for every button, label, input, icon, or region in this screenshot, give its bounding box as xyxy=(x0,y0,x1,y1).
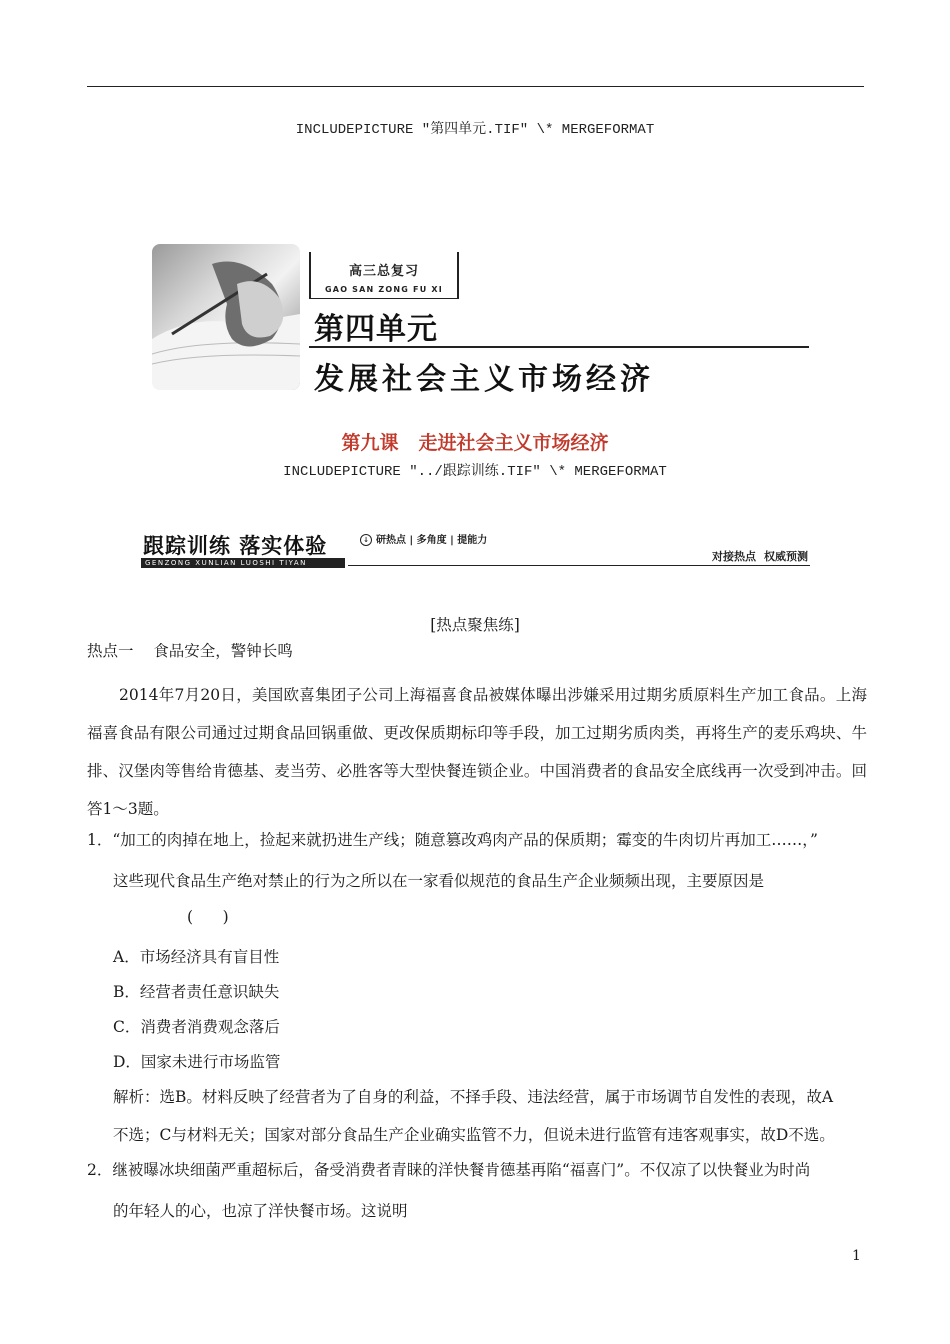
hot-topic-title: 热点一 食品安全，警钟长鸣 xyxy=(87,642,293,660)
tracking-right xyxy=(704,548,808,564)
tracking-tags xyxy=(360,531,487,546)
tracking-right-a: 对接热点 xyxy=(712,550,756,563)
q1-option-c: C．消费者消费观念落后 xyxy=(113,1018,280,1036)
q1-line2: 这些现代食品生产绝对禁止的行为之所以在一家看似规范的食品生产企业频频出现，主要原因是 xyxy=(113,872,765,890)
q1-option-a: A．市场经济具有盲目性 xyxy=(113,948,280,966)
lesson-title xyxy=(0,428,950,455)
tracking-right-b: 权威预测 xyxy=(764,550,808,563)
q1-line1: 1．“加工的肉掉在地上，捡起来就扔进生产线；随意篡改鸡肉产品的保质期；霉变的牛肉切片再加工……，” xyxy=(87,831,818,849)
intro-paragraph: 2014年7月20日，美国欧喜集团子公司上海福喜食品被媒体曝出涉嫌采用过期劣质原料生产加工食品。上海福喜食品有限公司通过过期食品回锅重做、更改保质期标印等手段，加工过期劣质肉类，再将生产的麦乐鸡块、牛排、汉堡肉等售给肯德基、麦当劳、必胜客等大型快餐连锁企业。中国消费者的食品安全底线再一次受到冲击。回答1～3题。 xyxy=(87,686,867,818)
unit-number: 第四单元 xyxy=(314,312,438,347)
page-number: 1 xyxy=(852,1248,861,1264)
review-badge xyxy=(309,252,459,299)
q1-paren: ( ) xyxy=(187,908,229,926)
field-code-unit-picture: INCLUDEPICTURE "第四单元.TIF" \* MERGEFORMAT xyxy=(295,122,655,138)
lesson-number: 第九课 xyxy=(341,432,399,454)
q1-analysis-line1: 解析：选B。材料反映了经营者为了自身的利益，不择手段、违法经营，属于市场调节自发性的表现，故A xyxy=(113,1088,834,1106)
q1-analysis-line2: 不选；C与材料无关；国家对部分食品生产企业确实监管不力，但说未进行监管有违客观事实，故D不选。 xyxy=(113,1126,835,1144)
tracking-title: 跟踪训练 落实体验 xyxy=(143,534,328,558)
unit-rule xyxy=(309,346,809,348)
arrow-down-icon: ↓ xyxy=(360,534,372,546)
q1-option-b: B．经营者责任意识缺失 xyxy=(113,983,280,1001)
lesson-name: 走进社会主义市场经济 xyxy=(418,432,609,454)
q1-option-d: D．国家未进行市场监管 xyxy=(113,1053,281,1071)
review-badge-cn: 高三总复习 xyxy=(348,264,419,279)
tracking-rule xyxy=(348,565,810,566)
review-badge-pinyin: GAO SAN ZONG FU XI xyxy=(325,285,443,294)
header-rule xyxy=(87,86,864,87)
tracking-pinyin: GENZONG XUNLIAN LUOSHI TIYAN xyxy=(141,558,345,568)
q2-line2: 的年轻人的心，也凉了洋快餐市场。这说明 xyxy=(113,1202,408,1220)
unit-title: 发展社会主义市场经济 xyxy=(314,362,654,397)
tracking-tags-text: 研热点 | 多角度 | 提能力 xyxy=(376,535,488,546)
q2-line1: 2．继被曝冰块细菌严重超标后，备受消费者青睐的洋快餐肯德基再陷“福喜门”。不仅凉了以快餐业为时尚 xyxy=(87,1161,811,1179)
field-code-tracking-picture: INCLUDEPICTURE "../跟踪训练.TIF" \* MERGEFORMAT xyxy=(283,464,667,480)
writing-hand-photo xyxy=(152,244,300,390)
section-heading: [热点聚焦练] xyxy=(430,616,520,634)
